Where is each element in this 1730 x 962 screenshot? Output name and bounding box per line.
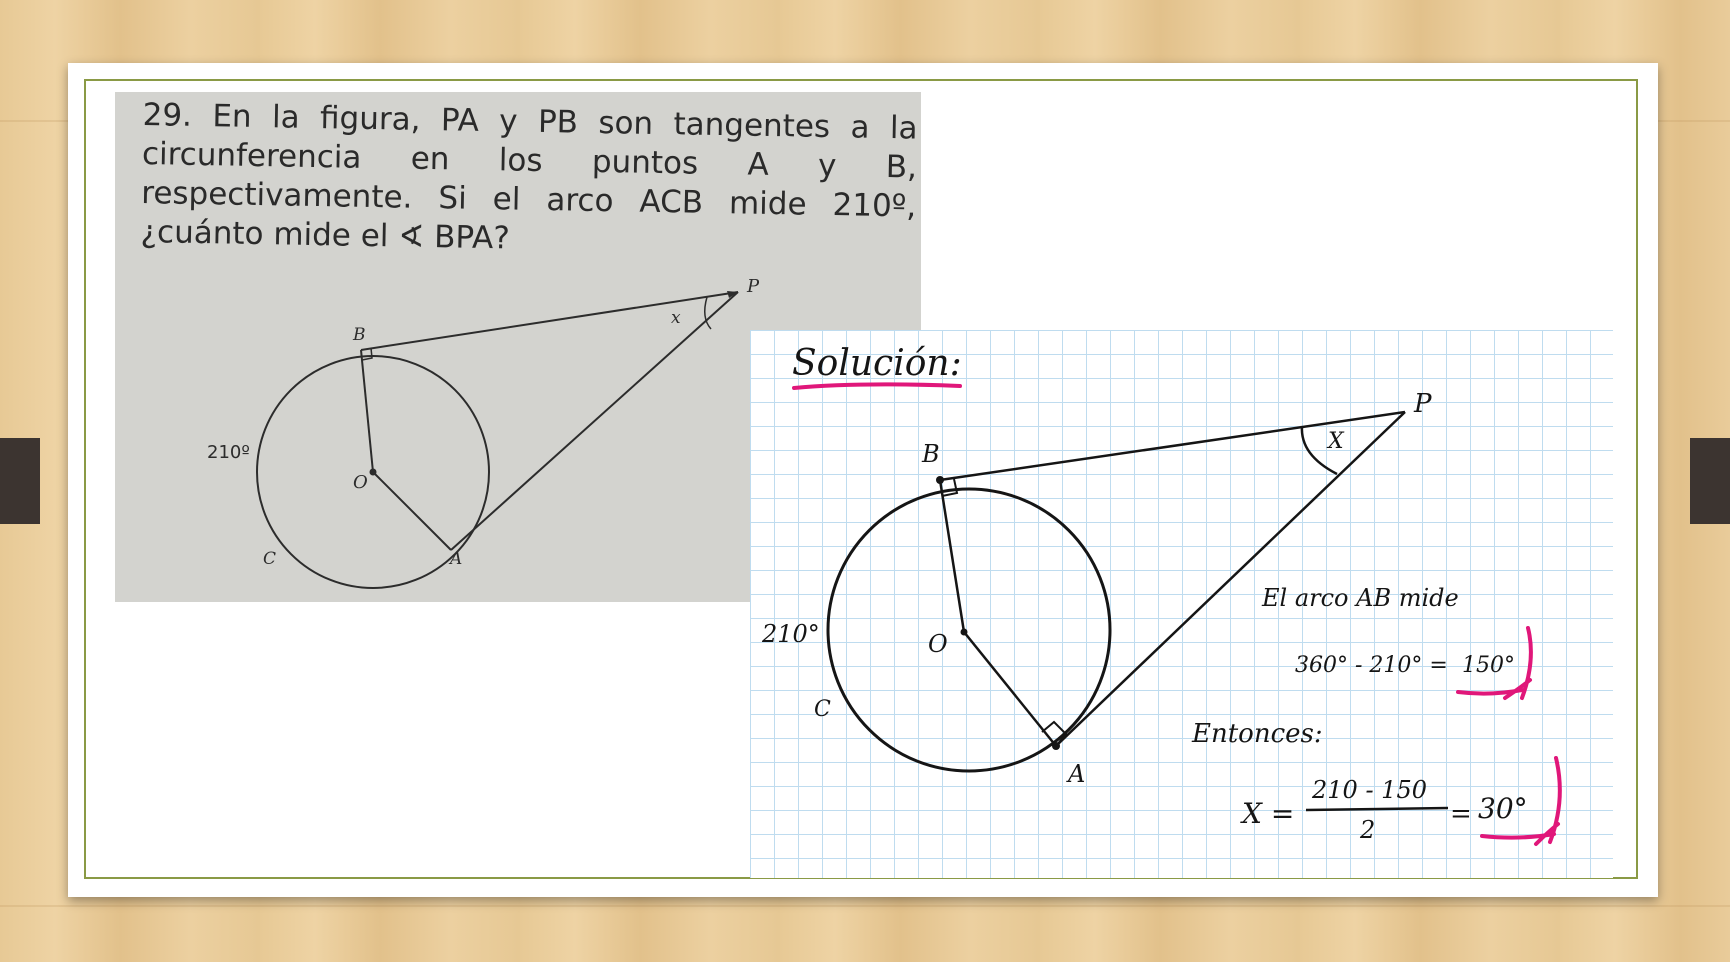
equation-equals: = (1450, 799, 1472, 829)
solution-label-p: P (1414, 389, 1432, 419)
solution-label-a: A (1068, 760, 1086, 788)
equation-variable: X = (1242, 797, 1295, 830)
fraction-bar (1306, 808, 1448, 810)
solution-image (750, 330, 1613, 878)
right-clip (1690, 438, 1730, 524)
arc-ab-statement: El arco AB mide (1262, 584, 1459, 612)
arc-subtraction: 360° - 210° = (1295, 653, 1448, 678)
equation-result: 30° (1478, 792, 1528, 825)
title-underline (794, 384, 960, 388)
problem-label-b: B (353, 325, 366, 345)
equation-denominator: 2 (1360, 816, 1376, 844)
equation-numerator: 210 - 150 (1312, 776, 1427, 804)
radius-oa (373, 472, 451, 550)
left-clip (0, 438, 40, 524)
solution-figure (750, 330, 1613, 878)
solution-dot-a (1052, 742, 1060, 750)
problem-label-p: P (747, 276, 760, 297)
solution-dot-b (936, 476, 944, 484)
solution-label-o: O (928, 630, 948, 658)
solution-label-b: B (922, 440, 940, 468)
tangent-pa (451, 292, 738, 550)
problem-label-o: O (353, 472, 368, 493)
problem-label-c: C (263, 549, 277, 569)
problem-statement: 29. En la figura, PA y PB son tangentes a la circunferencia en los puntos A y B, respectivamente. Si el arco ACB mide 210º, ¿cuánto mide el ∢ BPA? (140, 96, 918, 257)
problem-label-a: A (450, 549, 463, 569)
solution-label-x: X (1328, 429, 1344, 454)
angle-arc-p (705, 297, 711, 329)
solution-right-angle-b (942, 479, 957, 496)
solution-label-arc: 210° (762, 620, 820, 648)
solution-title: Solución: (792, 343, 962, 384)
radius-ob (361, 350, 373, 472)
arc-result: 150° (1462, 653, 1515, 678)
tangent-pb (361, 292, 738, 350)
solution-radius-oa (964, 632, 1056, 746)
solution-tangent-pa (1056, 412, 1405, 746)
entonces-label: Entonces: (1192, 719, 1323, 749)
solution-radius-ob (940, 480, 964, 632)
problem-label-arc: 210º (207, 442, 250, 463)
solution-label-c: C (814, 697, 831, 722)
center-o-dot (370, 469, 377, 476)
problem-label-x: x (671, 308, 681, 328)
solution-dot-o (961, 629, 968, 636)
solution-circle (828, 489, 1110, 771)
